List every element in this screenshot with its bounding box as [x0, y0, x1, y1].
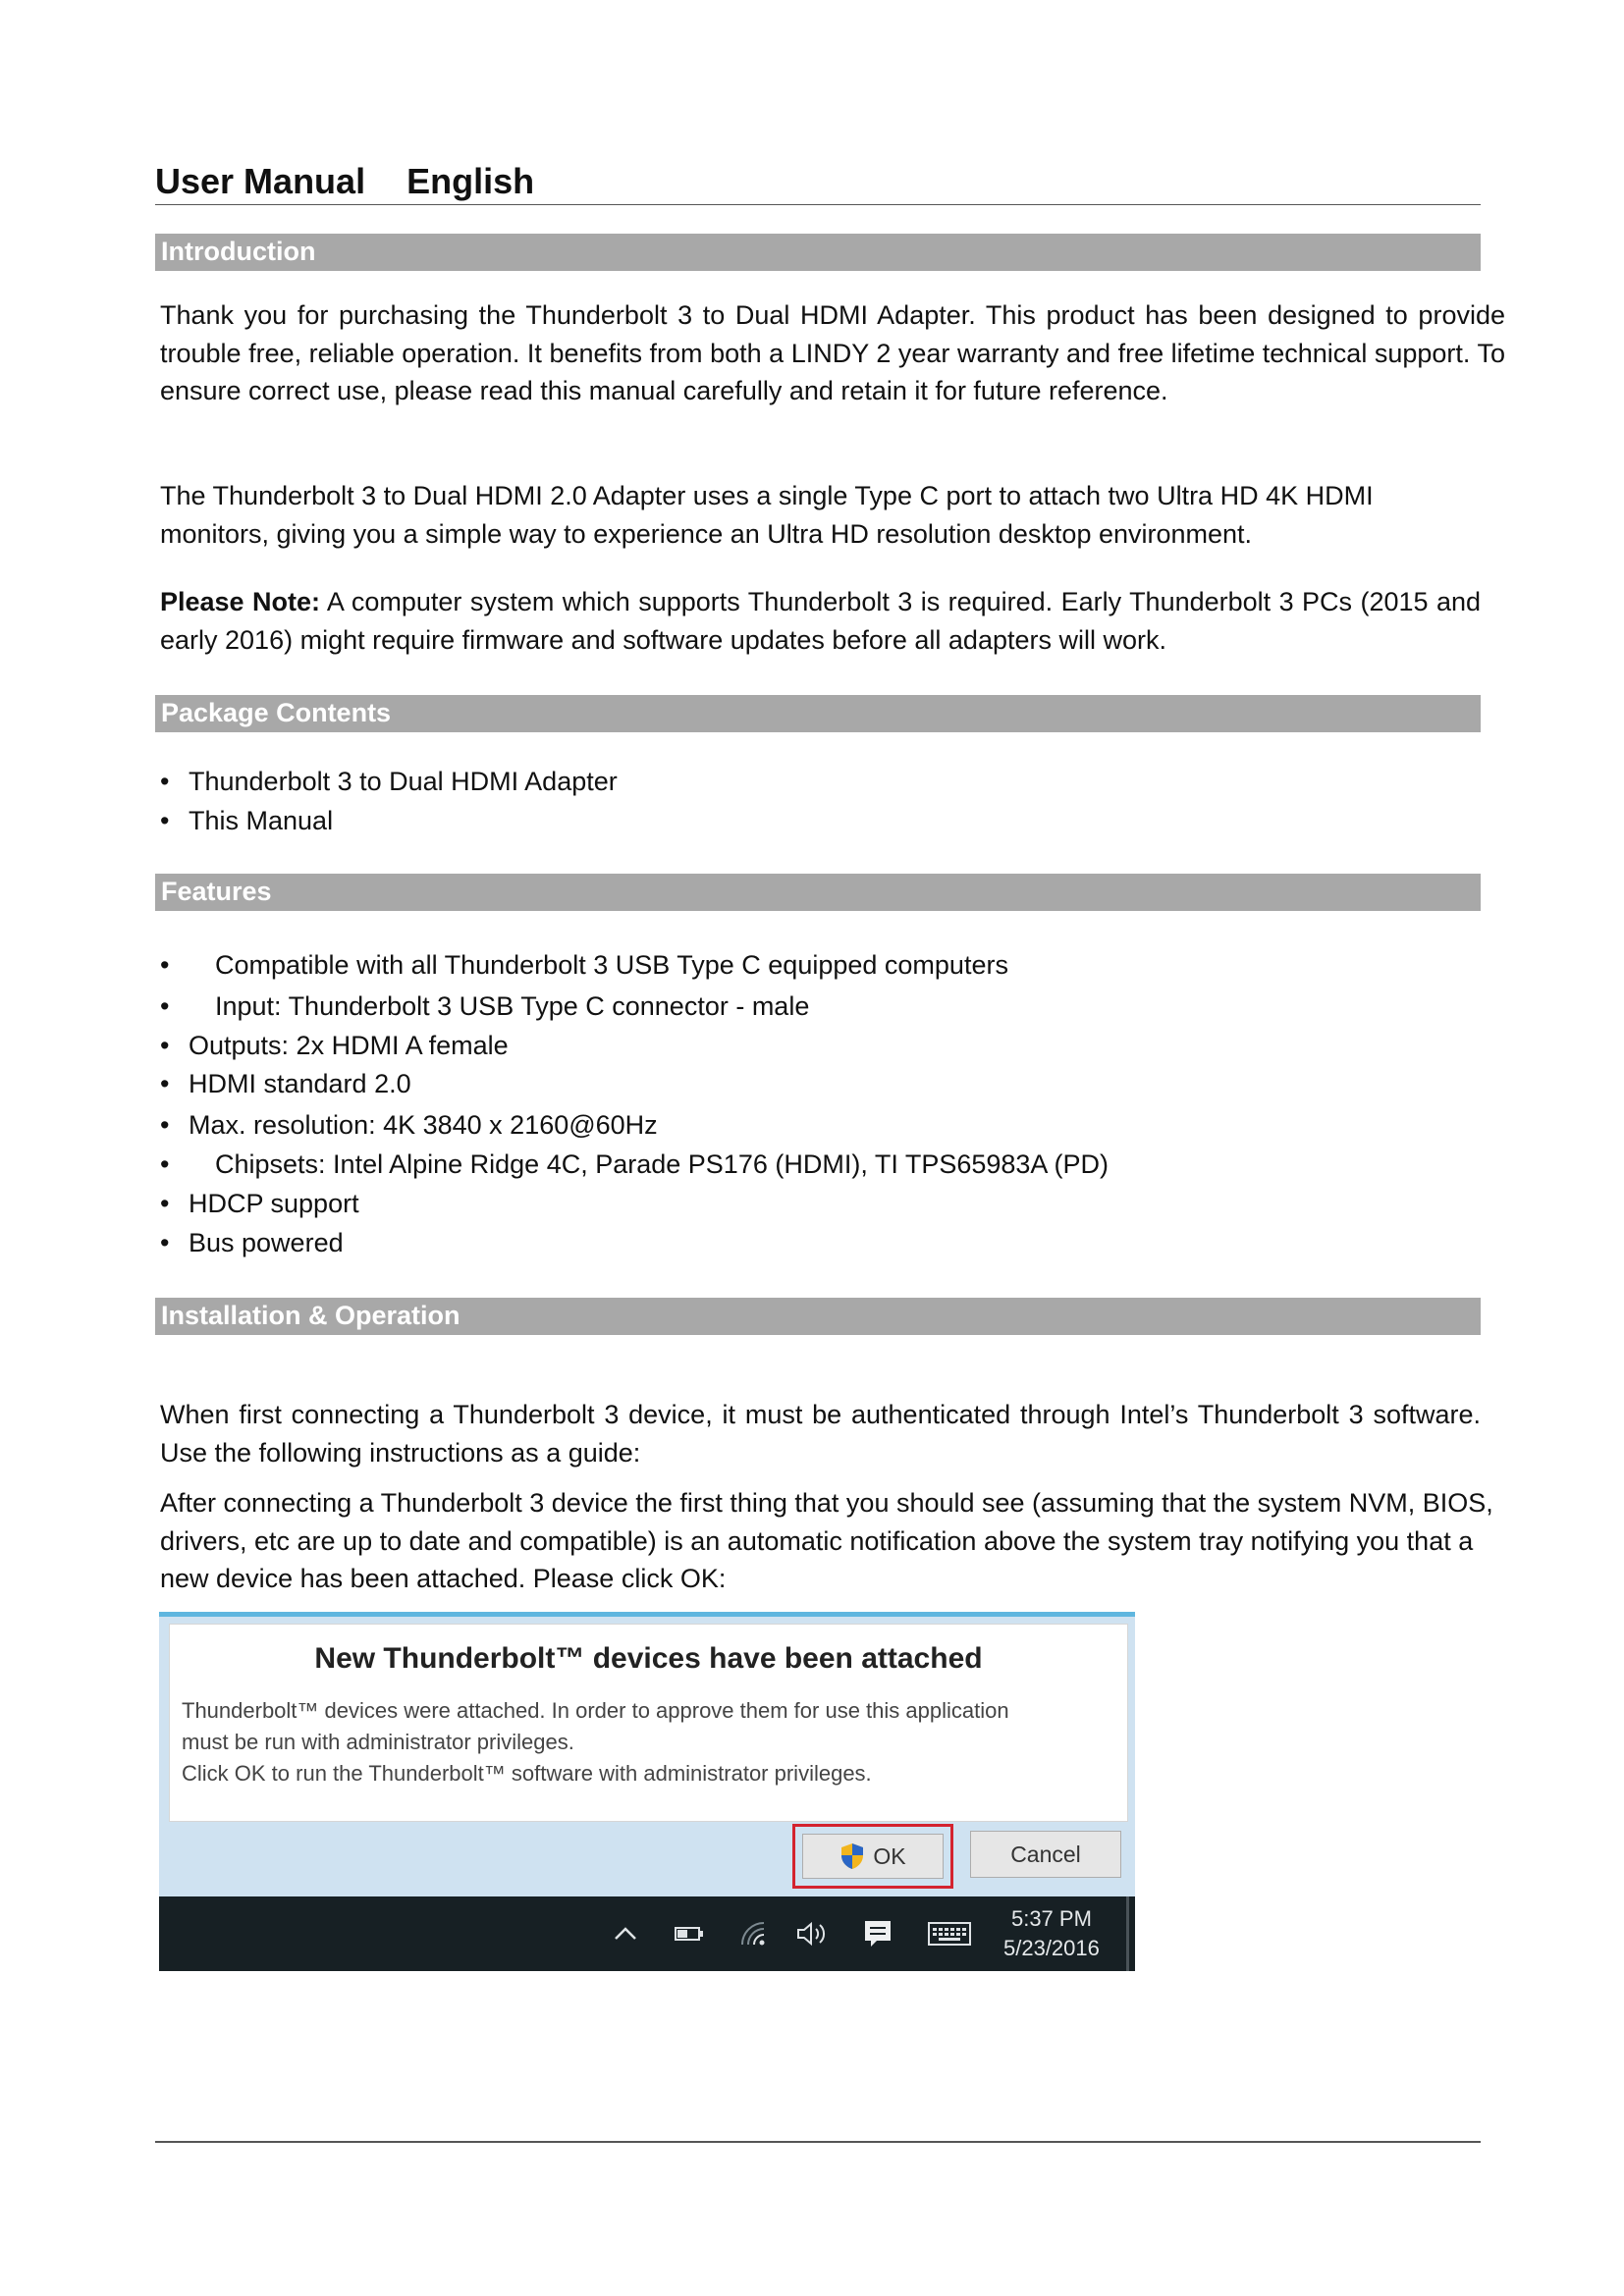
- feature-item: Input: Thunderbolt 3 USB Type C connector - male: [215, 991, 810, 1021]
- note-text: A computer system which supports Thunderbolt 3 is required. Early Thunderbolt 3 PCs (2015 and early 2016) might require firmware and software updates before all adapters will work.: [160, 587, 1481, 655]
- cancel-button[interactable]: Cancel: [970, 1831, 1121, 1878]
- bullet: •: [160, 806, 170, 835]
- page-language: English: [406, 161, 535, 201]
- windows-taskbar: [159, 1896, 1135, 1971]
- installation-paragraph-2: After connecting a Thunderbolt 3 device the first thing that you should see (assuming that the system NVM, BIOS, drivers, etc are up to date and compatible) is an automatic notification above the system tray notifying you that a new device has been attached. Please click OK:: [160, 1488, 1493, 1593]
- bullet: •: [160, 1031, 170, 1060]
- intro-paragraph-2: The Thunderbolt 3 to Dual HDMI 2.0 Adapter uses a single Type C port to attach two Ultra HD 4K HDMI monitors, giving you a simple way to experience an Ultra HD resolution desktop environment.: [160, 481, 1374, 549]
- section-installation: Installation & Operation: [155, 1298, 1481, 1335]
- action-center-icon[interactable]: [858, 1896, 897, 1971]
- bullet: •: [160, 1110, 170, 1140]
- dialog-button-bar: [159, 1822, 1135, 1896]
- installation-paragraph-1: When first connecting a Thunderbolt 3 device, it must be authenticated through Intel’s Thunderbolt 3 software. Use the following instructions as a guide:: [160, 1400, 1481, 1468]
- bullet: •: [160, 1228, 170, 1257]
- clock-date: 5/23/2016: [1003, 1936, 1100, 1960]
- clock-time: 5:37 PM: [1010, 1906, 1092, 1931]
- bullet: •: [160, 767, 170, 796]
- bullet: •: [160, 991, 170, 1021]
- dialog-line-3: Click OK to run the Thunderbolt™ software with administrator privileges.: [182, 1761, 872, 1786]
- dialog-line-1: Thunderbolt™ devices were attached. In order to approve them for use this application: [182, 1698, 1009, 1723]
- bullet: •: [160, 950, 170, 980]
- note-label: Please Note:: [160, 587, 320, 616]
- notification-dialog: [169, 1624, 1128, 1822]
- dialog-screenshot: [159, 1612, 1135, 1971]
- ok-highlight-box: [792, 1824, 953, 1889]
- ok-label: OK: [873, 1842, 906, 1869]
- ok-button[interactable]: [802, 1834, 944, 1879]
- wifi-icon[interactable]: [733, 1896, 773, 1971]
- dialog-title: New Thunderbolt™ devices have been attached: [314, 1642, 983, 1675]
- chevron-up-icon[interactable]: [606, 1896, 645, 1971]
- intro-paragraph-1: Thank you for purchasing the Thunderbolt 3 to Dual HDMI Adapter. This product has been designed to provide trouble free, reliable operation. It benefits from both a LINDY 2 year warranty and free lifetime technical support. To ensure correct use, please read this manual carefully and retain it for future reference.: [160, 300, 1505, 405]
- manual-page: [155, 157, 1505, 1960]
- page-title: User Manual: [155, 161, 366, 201]
- page-header: [155, 157, 1481, 205]
- feature-item: Chipsets: Intel Alpine Ridge 4C, Parade PS176 (HDMI), TI TPS65983A (PD): [215, 1149, 1109, 1179]
- section-package-contents: Package Contents: [155, 695, 1481, 732]
- bullet: •: [160, 1189, 170, 1218]
- taskbar-clock[interactable]: [1003, 1904, 1100, 1963]
- screenshot-accent-line: [159, 1612, 1135, 1617]
- feature-item: Outputs: 2x HDMI A female: [189, 1031, 509, 1060]
- feature-item: Compatible with all Thunderbolt 3 USB Type C equipped computers: [215, 950, 1008, 980]
- shield-icon: [839, 1842, 865, 1870]
- bullet: •: [160, 1069, 170, 1098]
- section-introduction: Introduction: [155, 234, 1481, 271]
- dialog-line-2: must be run with administrator privileges.: [182, 1730, 574, 1754]
- footer-rule: [155, 2141, 1481, 2143]
- package-item: Thunderbolt 3 to Dual HDMI Adapter: [189, 767, 618, 796]
- intro-note: [160, 583, 1481, 659]
- feature-item: Max. resolution: 4K 3840 x 2160@60Hz: [189, 1110, 658, 1140]
- volume-icon[interactable]: [792, 1896, 832, 1971]
- dialog-body: [182, 1695, 1009, 1789]
- package-item: This Manual: [189, 806, 334, 835]
- feature-item: HDCP support: [189, 1189, 359, 1218]
- feature-item: Bus powered: [189, 1228, 344, 1257]
- battery-icon[interactable]: [670, 1896, 709, 1971]
- feature-item: HDMI standard 2.0: [189, 1069, 411, 1098]
- bullet: •: [160, 1149, 170, 1179]
- section-features: Features: [155, 874, 1481, 911]
- keyboard-icon[interactable]: [925, 1896, 974, 1971]
- taskbar-divider: [1126, 1896, 1129, 1971]
